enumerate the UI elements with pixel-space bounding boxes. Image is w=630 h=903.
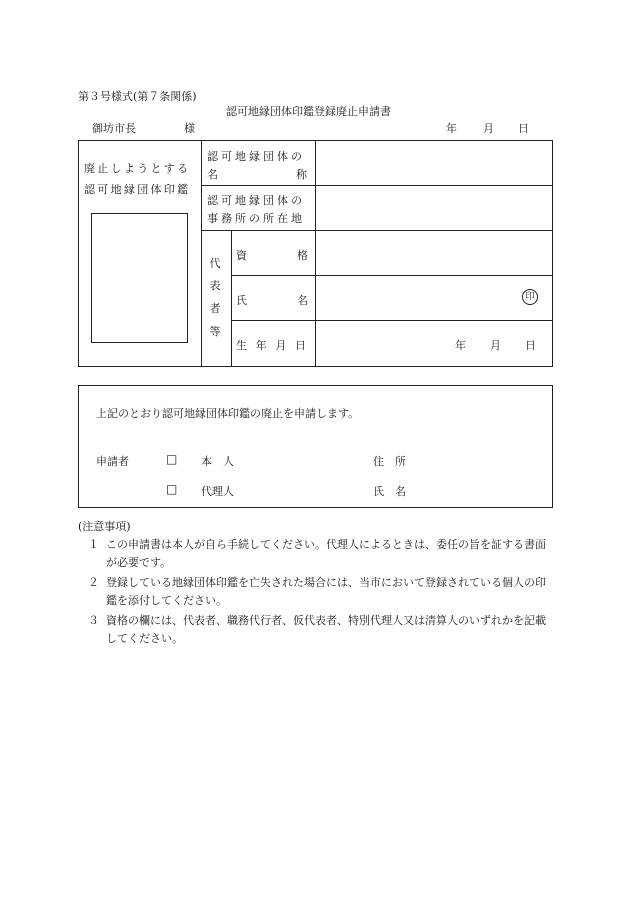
date-month: 月 [483,122,494,135]
option-self-label: 本 人 [201,455,234,468]
office-address-label-line1: 認可地縁団体の [207,194,305,207]
birth-day: 日 [525,339,536,352]
note-item [78,536,548,572]
date-day: 日 [518,122,529,135]
office-address-label-line2: 事務所の所在地 [207,212,305,225]
table-divider [201,140,202,367]
note-number: ３ [88,614,99,627]
rep-label-char: 表 [209,279,221,292]
applicant-label: 申請者 [96,455,129,468]
group-name-label-a: 名 [207,168,218,181]
note-number: １ [88,538,99,551]
seal-mark-icon: 印 [522,289,538,305]
office-address-field[interactable] [318,188,550,228]
rep-name-label-b: 名 [297,294,308,307]
date-year: 年 [446,122,457,135]
table-divider [201,185,553,186]
self-checkbox[interactable]: □ [166,452,178,466]
birth-month: 月 [490,339,501,352]
note-text: 登録している地縁団体印鑑を亡失された場合には、当市において登録されている個人の印鑑を添付してください。 [106,576,546,607]
note-item [78,612,548,648]
agent-checkbox[interactable]: □ [166,482,178,496]
birthdate-label-char: 生 [236,339,247,352]
qualification-label-b: 格 [297,249,308,262]
rep-label-char: 代 [209,257,221,270]
group-name-field[interactable] [318,143,550,183]
group-name-label-b: 称 [296,168,307,181]
note-number: ２ [88,576,99,589]
rep-name-label-a: 氏 [236,294,247,307]
table-divider [231,230,232,367]
birthdate-field[interactable] [318,323,448,363]
birthdate-label-char: 日 [294,339,306,352]
table-divider [201,230,553,231]
rep-name-field[interactable] [318,278,508,318]
rep-label-char: 者 [209,302,221,315]
qualification-label-a: 資 [236,249,247,262]
birthdate-label-char: 年 [255,339,267,352]
birth-year: 年 [455,339,466,352]
note-text: この申請書は本人が自ら手続してください。代理人によるときは、委任の旨を証する書面が必要です。 [106,538,546,569]
seal-impression-box[interactable] [91,213,188,343]
note-item [78,574,548,610]
name-label: 氏 名 [373,485,406,498]
group-name-label-line1: 認可地縁団体の [207,150,305,163]
address-label: 住 所 [373,455,406,468]
option-agent-label: 代理人 [201,485,234,498]
table-divider [231,320,553,321]
birthdate-label [236,337,306,353]
application-statement: 上記のとおり認可地縁団体印鑑の廃止を申請します。 [96,407,360,420]
table-divider [315,140,316,367]
form-number: 第３号様式(第７条関係) [78,90,197,103]
note-text: 資格の欄には、代表者、職務代行者、仮代表者、特別代理人又は清算人のいずれかを記載してください。 [106,614,546,645]
form-title: 認可地縁団体印鑑登録廃止申請書 [226,105,391,118]
application-box [78,385,553,508]
rep-label-char: 等 [209,325,221,338]
qualification-field[interactable] [318,233,550,273]
seal-label-line1: 廃止しようとする [84,162,191,175]
birthdate-label-char: 月 [275,339,287,352]
table-divider [231,275,553,276]
honorific: 様 [184,122,195,135]
notes-list [78,536,548,648]
addressee: 御坊市長 [92,122,136,135]
notes-heading: (注意事項) [78,520,131,533]
seal-label-line2: 認可地縁団体印鑑 [84,183,191,196]
